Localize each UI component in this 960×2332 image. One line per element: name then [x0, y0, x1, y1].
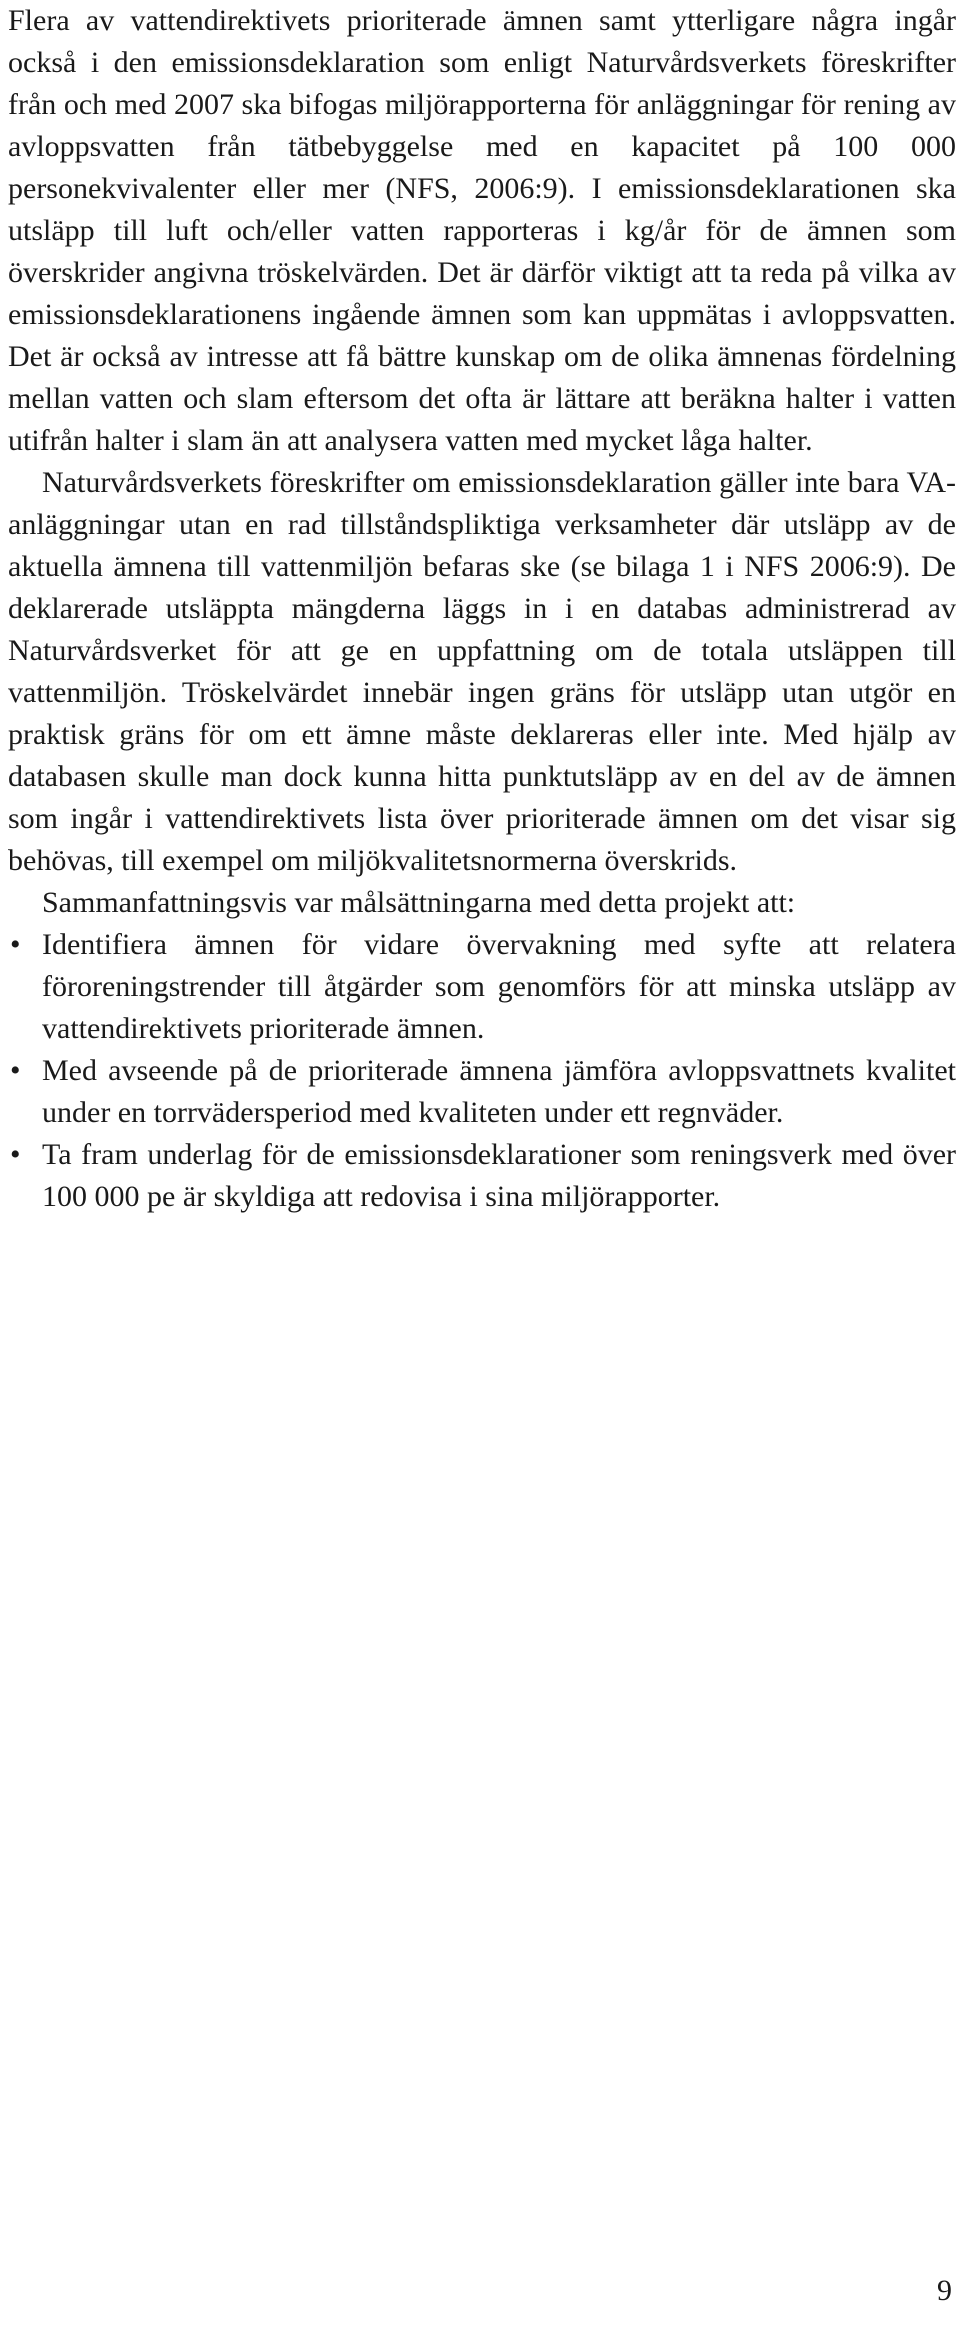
list-item-text: Ta fram underlag för de emissionsdeklarationer som reningsverk med över 100 000 pe är skyldiga att redovisa i sina miljörapporter.: [42, 1138, 956, 1213]
paragraph-summary-intro: Sammanfattningsvis var målsättningarna med detta projekt att:: [42, 886, 796, 919]
bullet-icon: •: [10, 1054, 21, 1087]
list-item-text: Identifiera ämnen för vidare övervakning med syfte att relatera föroreningstrender till åtgärder som genomförs för att minska utsläpp av vattendirektivets prioriterade ämnen.: [42, 928, 956, 1045]
list-item: [8, 924, 956, 1050]
paragraph-naturvardsverket-regulations: Naturvårdsverkets föreskrifter om emissionsdeklaration gäller inte bara VA-anläggningar utan en rad tillståndspliktiga verksamheter där utsläpp av de aktuella ämnena till vattenmiljön befaras ske (se bilaga 1 i NFS 2006:9). De deklarerade utsläppta mängderna läggs in i en databas administrerad av Naturvårdsverket för att ge en uppfattning om de totala utsläppen till vattenmiljön. Tröskelvärdet innebär ingen gräns för utsläpp utan utgör en praktisk gräns för om ett ämne måste deklareras eller inte. Med hjälp av databasen skulle man dock kunna hitta punktutsläpp av en del av de ämnen som ingår i vattendirektivets lista över prioriterade ämnen om det visar sig behövas, till exempel om miljökvalitetsnormerna överskrids.: [8, 466, 956, 877]
bullet-icon: •: [10, 1138, 21, 1171]
list-item: [8, 1050, 956, 1134]
paragraph-emission-declaration: Flera av vattendirektivets prioriterade ämnen samt ytterligare några ingår också i den emissionsdeklaration som enligt Naturvårdsverkets föreskrifter från och med 2007 ska bifogas miljörapporterna för anläggningar för rening av avloppsvatten från tätbebyggelse med en kapacitet på 100 000 personekvivalenter eller mer (NFS, 2006:9). I emissionsdeklarationen ska utsläpp till luft och/eller vatten rapporteras i kg/år för de ämnen som överskrider angivna tröskelvärden. Det är därför viktigt att ta reda på vilka av emissionsdeklarationens ingående ämnen som kan uppmätas i avloppsvatten. Det är också av intresse att få bättre kunskap om de olika ämnenas fördelning mellan vatten och slam eftersom det ofta är lättare att beräkna halter i vatten utifrån halter i slam än att analysera vatten med mycket låga halter.: [8, 4, 956, 457]
list-item: [8, 1134, 956, 1218]
bullet-icon: •: [10, 928, 21, 961]
list-item-text: Med avseende på de prioriterade ämnena jämföra avloppsvattnets kvalitet under en torrvädersperiod med kvaliteten under ett regnväder.: [42, 1054, 956, 1129]
objectives-list: [8, 924, 956, 1218]
text-column: [8, 0, 956, 1218]
page-number: 9: [937, 2274, 952, 2307]
